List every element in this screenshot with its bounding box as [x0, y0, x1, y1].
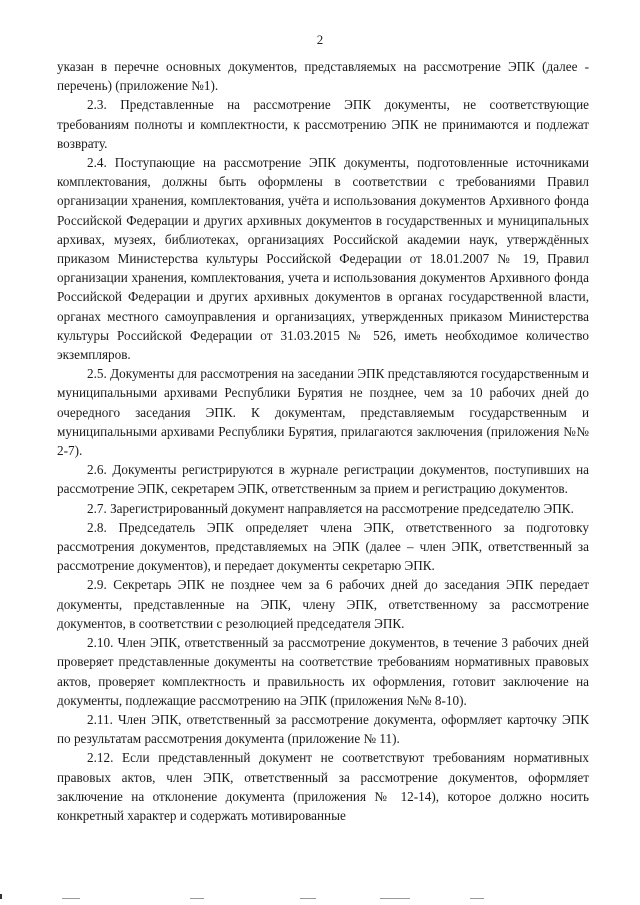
- paragraph-2-11: 2.11. Член ЭПК, ответственный за рассмотрение документа, оформляет карточку ЭПК по результатам рассмотрения документа (приложение № 11).: [57, 711, 589, 747]
- paragraph-2-6: 2.6. Документы регистрируются в журнале регистрации документов, поступивших на рассмотрение ЭПК, секретарем ЭПК, ответственным за прием и регистрацию документов.: [57, 462, 589, 497]
- paragraph-2-7: 2.7. Зарегистрированный документ направляется на рассмотрение председателю ЭПК.: [87, 500, 574, 516]
- document-body: [57, 57, 589, 825]
- paragraph-2-5: 2.5. Документы для рассмотрения на заседании ЭПК представляются государственным и муниципальными архивами Республики Бурятия не позднее, чем за 10 рабочих дней до очередного заседания ЭПК. К документам, представляемым государственным и муниципальными архивами Республики Бурятия, прилагаются заключения (приложения №№ 2-7).: [57, 366, 589, 459]
- scan-artifacts: [0, 893, 640, 899]
- paragraph-2-8: 2.8. Председатель ЭПК определяет члена ЭПК, ответственного за подготовку рассмотрения документов, представляемых на ЭПК (далее – член ЭПК, ответственный за рассмотрение документов), и передает документы секретарю ЭПК.: [57, 519, 589, 574]
- paragraph-2-10: 2.10. Член ЭПК, ответственный за рассмотрение документов, в течение 3 рабочих дней проверяет представленные документы на соответствие требованиям нормативных правовых актов, проверяет комплектность и правильность их оформления, готовит заключение на документы, подлежащие рассмотрению на ЭПК (приложения №№ 8-10).: [57, 635, 589, 708]
- paragraph-2-4: 2.4. Поступающие на рассмотрение ЭПК документы, подготовленные источниками комплектования, должны быть оформлены в соответствии с требованиями Правил организации хранения, комплектования, учёта и использования документов Архивного фонда Российской Федерации и других архивных документов в государственных и муниципальных архивах, музеях, библиотеках, организациях Российской академии наук, утверждённых приказом Министерства культуры Российской Федерации от 18.01.2007 № 19, Правил организации хранения, комплектования, учета и использования документов Архивного фонда Российской Федерации и других архивных документов в органах государственной власти, органах местного самоуправления и организациях, утвержденных приказом Министерства культуры Российской Федерации от 31.03.2015 № 526, иметь необходимое количество экземпляров.: [57, 155, 589, 363]
- paragraph-continuation: указан в перечне основных документов, представляемых на рассмотрение ЭПК (далее - перечень) (приложение №1).: [57, 59, 589, 94]
- paragraph-2-12: 2.12. Если представленный документ не соответствуют требованиям нормативных правовых актов, член ЭПК, ответственный за рассмотрение документов, оформляет заключение на отклонение документа (приложения № 12-14), которое должно носить конкретный характер и содержать мотивированные: [57, 750, 589, 823]
- page-number: 2: [316, 32, 324, 47]
- paragraph-2-9: 2.9. Секретарь ЭПК не позднее чем за 6 рабочих дней до заседания ЭПК передает документы, представленные на ЭПК, члену ЭПК, ответственному за рассмотрение документов, в соответствии с резолюцией председателя ЭПК.: [57, 577, 589, 631]
- paragraph-2-3: 2.3. Представленные на рассмотрение ЭПК документы, не соответствующие требованиям полноты и комплектности, к рассмотрению ЭПК не принимаются и подлежат возврату.: [57, 97, 589, 151]
